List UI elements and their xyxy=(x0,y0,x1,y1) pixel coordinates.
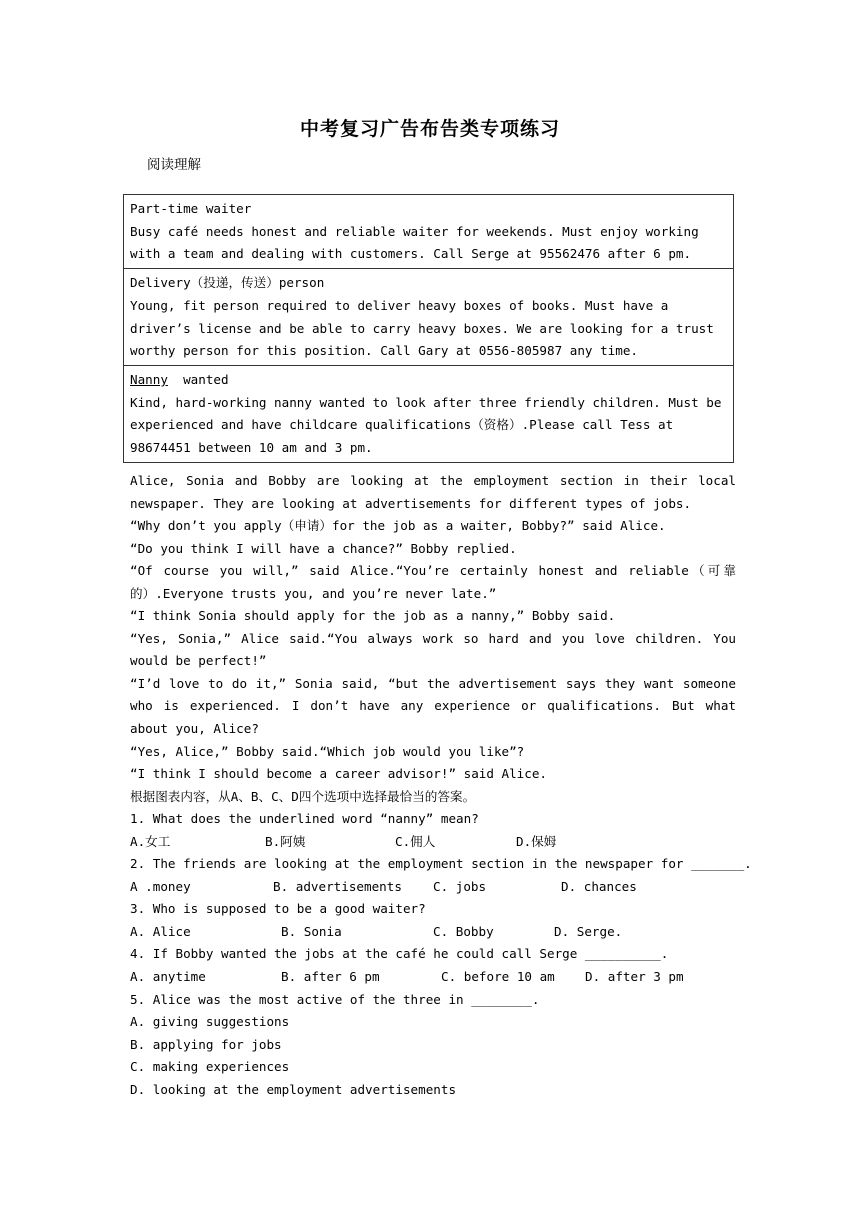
option: D. Serge. xyxy=(554,923,623,939)
option: D. looking at the employment advertisements xyxy=(130,1081,457,1097)
option: C. Bobby xyxy=(433,923,494,939)
option: A.女工 xyxy=(130,833,171,849)
option: A .money xyxy=(130,878,191,894)
ad-text: Young, fit person required to deliver heavy boxes of books. Must have a driver’s license and be able to carry heavy boxes. We are looking for a trust worthy person for this position. Call Gary at 0556-805987 any time. xyxy=(130,297,714,359)
passage-and-questions xyxy=(130,470,752,1101)
ad-title: Part-time waiter xyxy=(130,201,252,216)
option: B. applying for jobs xyxy=(130,1036,282,1052)
option: C. making experiences xyxy=(130,1059,290,1075)
ad-title-rest: wanted xyxy=(167,371,229,387)
option: C.佣人 xyxy=(395,833,436,849)
page-title: 中考复习广告布告类专项练习 xyxy=(299,118,560,140)
passage-paragraph: “Why don’t you apply（申请）for the job as a waiter, Bobby?” said Alice. xyxy=(130,518,666,534)
section-heading: 阅读理解 xyxy=(147,157,201,173)
option: B. Sonia xyxy=(281,923,342,939)
question-5: 5. Alice was the most active of the three in ________. xyxy=(130,991,540,1007)
passage-paragraph: “I think I should become a career advisor!” said Alice. xyxy=(130,766,548,782)
passage-paragraph: Alice, Sonia and Bobby are looking at the employment section in their local newspaper. They are looking at advertisements for different types of jobs. xyxy=(130,473,736,511)
ad-title: Delivery（投递，传送）person xyxy=(130,275,325,291)
passage-paragraph: “I’d love to do it,” Sonia said, “but the advertisement says they want someone who is experienced. I don’t have any experience or qualifications. But what about you, Alice? xyxy=(130,675,736,737)
ad-nanny xyxy=(124,366,733,462)
question-2: 2. The friends are looking at the employment section in the newspaper for _______. xyxy=(130,856,752,872)
option: D. after 3 pm xyxy=(585,969,684,985)
option: A. giving suggestions xyxy=(130,1014,290,1030)
option: B. advertisements xyxy=(273,878,402,894)
option: D. chances xyxy=(561,878,637,894)
ad-title xyxy=(130,369,727,392)
ad-text: Busy café needs honest and reliable waiter for weekends. Must enjoy working with a team and dealing with customers. Call Serge at 95562476 after 6 pm. xyxy=(130,223,699,262)
passage-paragraph: “Yes, Sonia,” Alice said.“You always work so hard and you love children. You would be perfect!” xyxy=(130,630,736,669)
question-2-options xyxy=(130,876,736,899)
question-4-options xyxy=(130,966,736,989)
question-1-options xyxy=(130,831,736,854)
option: A. Alice xyxy=(130,923,191,939)
advertisements-table xyxy=(123,194,734,463)
passage-paragraph: “Yes, Alice,” Bobby said.“Which job would you like”? xyxy=(130,743,525,759)
option: D.保姆 xyxy=(516,833,557,849)
option: B.阿姨 xyxy=(265,833,306,849)
option: C. jobs xyxy=(433,878,487,894)
option: C. before 10 am xyxy=(441,969,555,985)
option: B. after 6 pm xyxy=(281,969,380,985)
instruction: 根据图表内容，从A、B、C、D四个选项中选择最恰当的答案。 xyxy=(130,788,476,804)
passage-paragraph: “I think Sonia should apply for the job as a nanny,” Bobby said. xyxy=(130,608,616,624)
passage-paragraph: “Do you think I will have a chance?” Bobby replied. xyxy=(130,540,517,556)
underlined-word-nanny: Nanny xyxy=(130,371,168,387)
ad-delivery xyxy=(124,269,733,366)
question-1: 1. What does the underlined word “nanny” mean? xyxy=(130,811,479,827)
option: A. anytime xyxy=(130,969,206,985)
question-3-options xyxy=(130,921,736,944)
question-4: 4. If Bobby wanted the jobs at the café he could call Serge __________. xyxy=(130,946,669,962)
ad-text: Kind, hard-working nanny wanted to look after three friendly children. Must be experienced and have childcare qualifications（资格）.Please call Tess at 98674451 between 10 am and 3 pm. xyxy=(130,394,722,456)
passage-paragraph: “Of course you will,” said Alice.“You’re certainly honest and reliable（可靠的）.Everyone trusts you, and you’re never late.” xyxy=(130,563,736,601)
ad-waiter xyxy=(124,195,733,269)
question-3: 3. Who is supposed to be a good waiter? xyxy=(130,901,426,917)
